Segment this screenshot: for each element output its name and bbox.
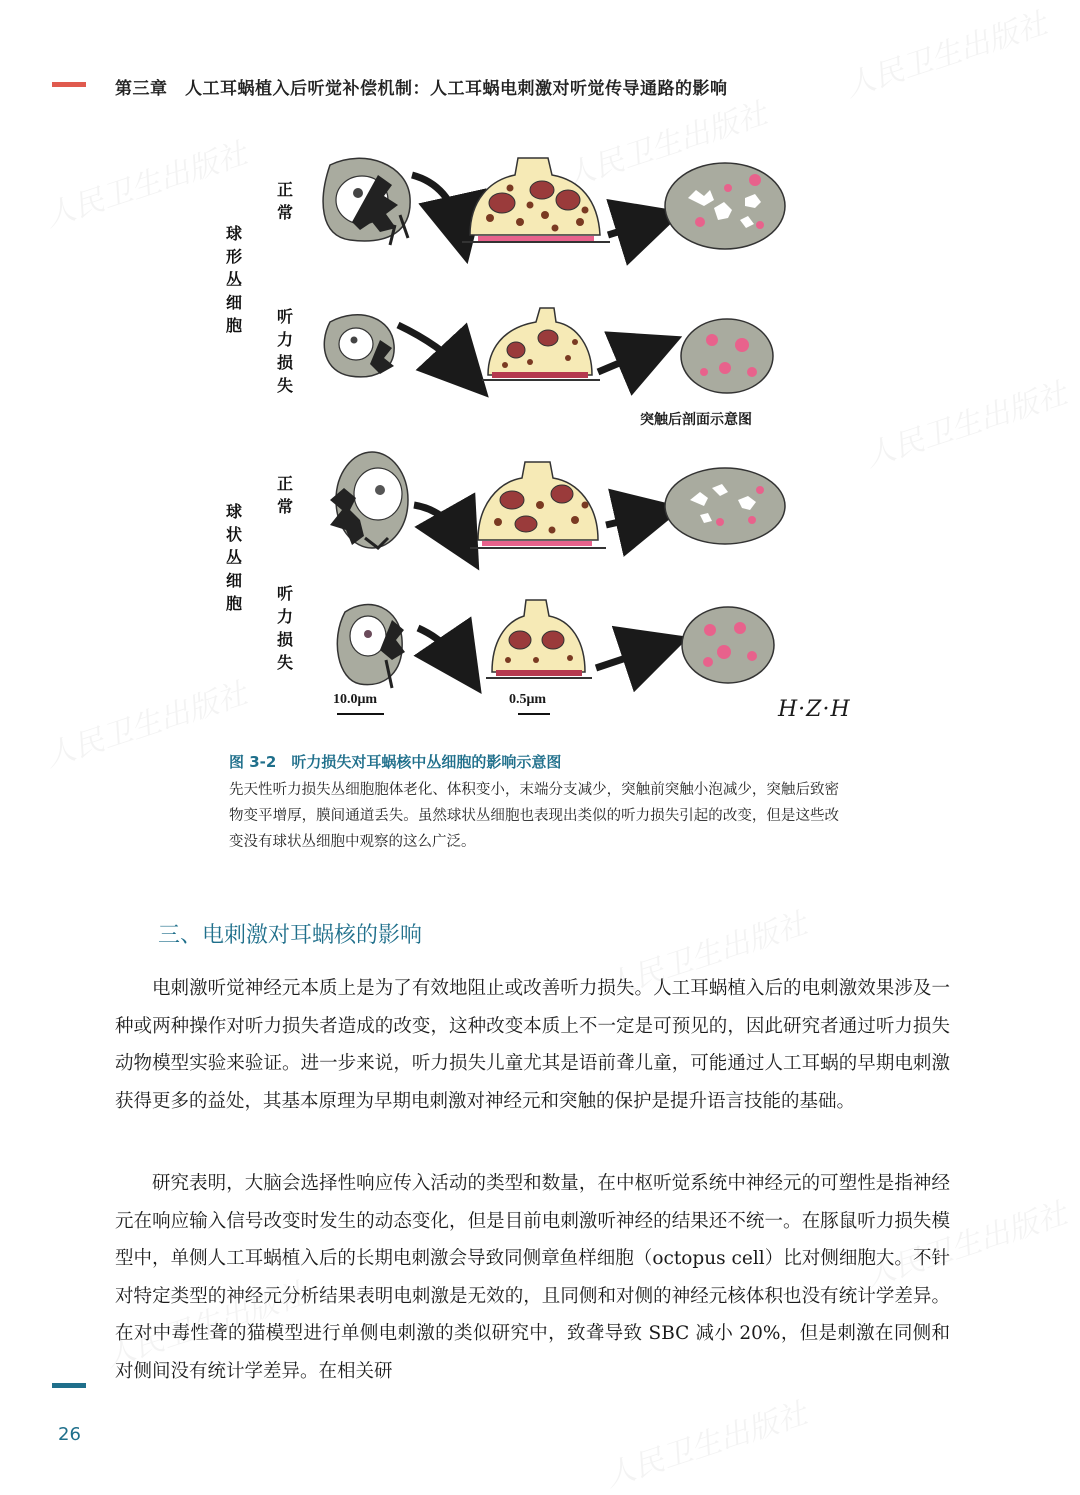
gbc-loss-cell xyxy=(337,605,405,688)
row-label-loss-1: 听力损失 xyxy=(276,307,293,395)
synapse-normal-2 xyxy=(470,462,606,548)
arrow-icon xyxy=(414,505,462,540)
group-label-globular: 球状丛细胞 xyxy=(225,502,242,613)
figure-caption-title: 图 3-2 听力损失对耳蜗核中丛细胞的影响示意图 xyxy=(229,753,562,771)
body-paragraph-2: 研究表明，大脑会选择性响应传入活动的类型和数量，在中枢听觉系统中神经元的可塑性是指神经元在响应输入信号改变时发生的动态变化，但是目前电刺激听神经的结果还不统一。在豚鼠听力损失模型中，单侧人工耳蜗植入后的长期电刺激会导致同侧章鱼样细胞（octopus cell）比对侧细胞大。不针对特定类型的神经元分析结果表明电刺激是无效的，且同侧和对侧的神经元核体积也没有统计学差异。在对中毒性聋的猫模型进行单侧电刺激的类似研究中，致聋导致 SBC 减小 20%，但是刺激在同侧和对侧间没有统计学差异。在相关研 xyxy=(115,1173,950,1382)
synapse-loss-2 xyxy=(486,600,592,678)
page-number: 26 xyxy=(58,1424,81,1445)
figure-caption-body: 先天性听力损失丛细胞胞体老化、体积变小，末端分支减少，突触前突触小泡减少，突触后致密物变平增厚，膜间通道丢失。虽然球状丛细胞也表现出类似的听力损失引起的改变，但是这些改变没有球状丛细胞中观察的这么广泛。 xyxy=(229,782,839,850)
body-paragraph-1: 电刺激听觉神经元本质上是为了有效地阻止或改善听力损失。人工耳蜗植入后的电刺激效果涉及一种或两种操作对听力损失者造成的改变，这种改变本质上不一定是可预见的，因此研究者通过听力损失动物模型实验来验证。进一步来说，听力损失儿童尤其是语前聋儿童，可能通过人工耳蜗的早期电刺激获得更多的益处，其基本原理为早期电刺激对神经元和突触的保护是提升语言技能的基础。 xyxy=(115,978,950,1112)
arrow-icon xyxy=(398,325,465,372)
arrow-icon xyxy=(412,175,460,230)
chapter-header: 第三章 人工耳蜗植入后听觉补偿机制：人工耳蜗电刺激对听觉传导通路的影响 xyxy=(115,79,728,99)
figure-3-2 xyxy=(0,0,1080,740)
arrow-icon xyxy=(598,350,650,372)
footer-accent-bar xyxy=(52,1383,86,1388)
row-label-normal-1: 正常 xyxy=(276,180,293,222)
group-label-spherical: 球形丛细胞 xyxy=(225,224,242,335)
sbc-loss-cell xyxy=(324,315,394,377)
arrow-icon xyxy=(606,515,650,525)
synapse-loss-1 xyxy=(482,308,600,380)
postsynaptic-loss-2 xyxy=(682,607,774,683)
postsynaptic-label: 突触后剖面示意图 xyxy=(640,412,752,428)
sbc-normal-cell xyxy=(323,158,410,245)
row-label-loss-2: 听力损失 xyxy=(276,584,293,672)
postsynaptic-normal-2 xyxy=(665,468,785,544)
postsynaptic-normal-1 xyxy=(665,163,785,249)
illustrator-signature: H·Z·H xyxy=(778,697,851,722)
gbc-normal-cell xyxy=(330,452,408,548)
figure-illustration xyxy=(0,0,1080,740)
watermark xyxy=(598,1389,811,1495)
section-heading: 三、电刺激对耳蜗核的影响 xyxy=(158,923,423,948)
scale-label-2: 0.5μm xyxy=(509,692,547,707)
scale-label-1: 10.0μm xyxy=(333,692,378,707)
arrow-icon xyxy=(596,648,656,668)
postsynaptic-loss-1 xyxy=(681,319,773,393)
arrow-icon xyxy=(608,222,650,235)
arrow-icon xyxy=(418,628,462,665)
synapse-normal-1 xyxy=(462,158,610,242)
row-label-normal-2: 正常 xyxy=(276,474,293,516)
